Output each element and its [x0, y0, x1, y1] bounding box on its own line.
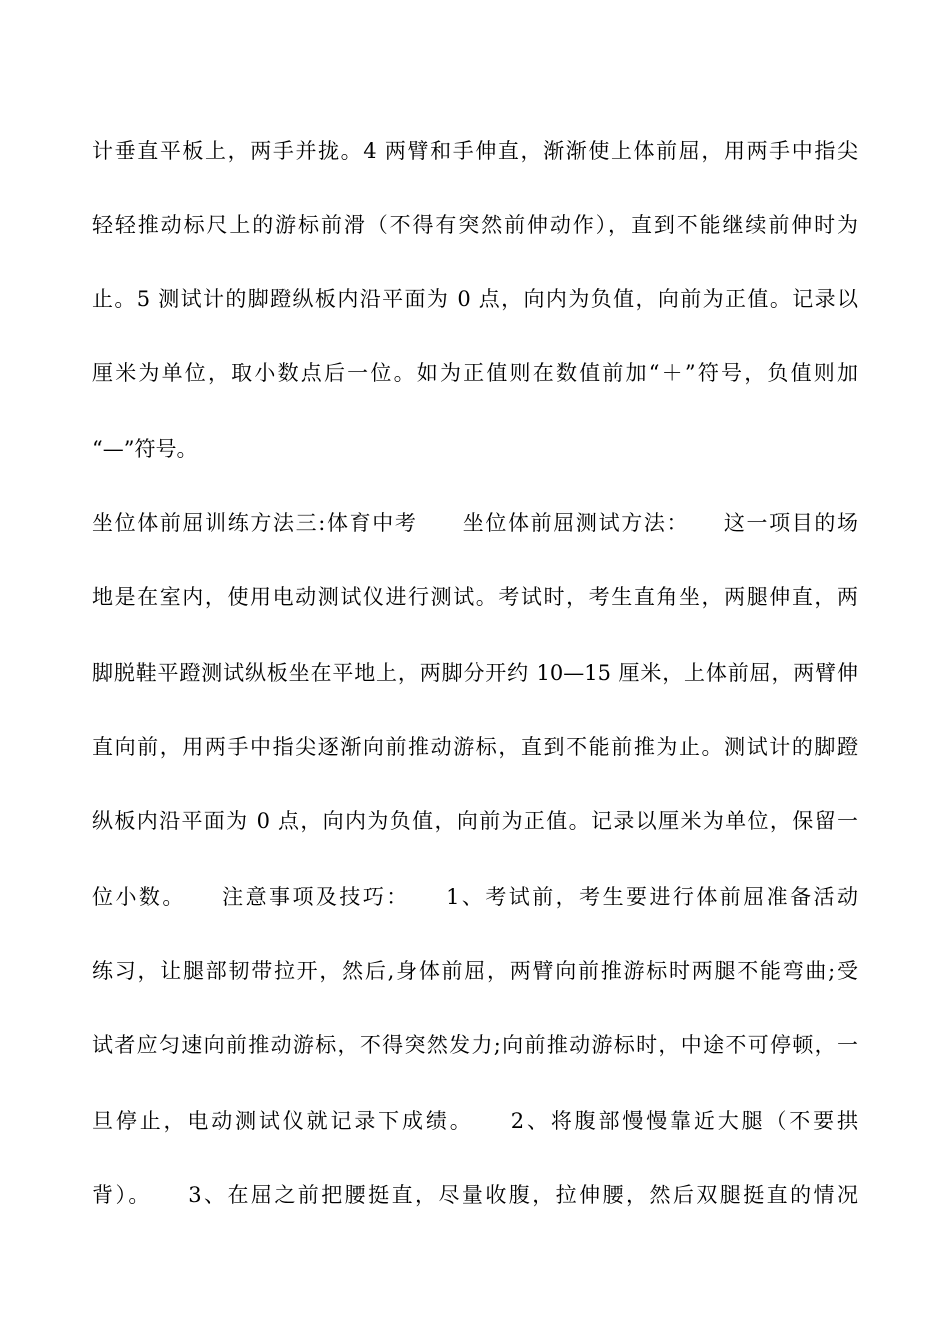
text-line: 纵板内沿平面为 0 点，向内为负值，向前为正值。记录以厘米为单位，保留一	[92, 809, 858, 833]
text-line: 位小数。 注意事项及技巧： 1、考试前，考生要进行体前屈准备活动	[92, 885, 858, 909]
text-line: 厘米为单位，取小数点后一位。如为正值则在数值前加“＋”符号，负值则加	[92, 361, 858, 385]
text-line: 旦停止，电动测试仪就记录下成绩。 2、将腹部慢慢靠近大腿（不要拱	[92, 1109, 858, 1133]
text-line: 脚脱鞋平蹬测试纵板坐在平地上，两脚分开约 10—15 厘米，上体前屈，两臂伸	[92, 661, 858, 685]
text-line: 试者应匀速向前推动游标，不得突然发力;向前推动游标时，中途不可停顿，一	[92, 1033, 858, 1057]
text-line: 止。5 测试计的脚蹬纵板内沿平面为 0 点，向内为负值，向前为正值。记录以	[92, 287, 858, 311]
text-line: 练习，让腿部韧带拉开，然后,身体前屈，两臂向前推游标时两腿不能弯曲;受	[92, 959, 858, 983]
text-line: 地是在室内，使用电动测试仪进行测试。考试时，考生直角坐，两腿伸直，两	[92, 585, 858, 609]
text-line: “—”符号。	[92, 437, 198, 461]
text-line: 计垂直平板上，两手并拢。4 两臂和手伸直，渐渐使上体前屈，用两手中指尖	[92, 139, 858, 163]
section-heading-line: 坐位体前屈训练方法三:体育中考 坐位体前屈测试方法： 这一项目的场	[92, 511, 858, 535]
text-line: 直向前，用两手中指尖逐渐向前推动游标，直到不能前推为止。测试计的脚蹬	[92, 735, 858, 759]
text-line: 背）。 3、在屈之前把腰挺直，尽量收腹，拉伸腰，然后双腿挺直的情况	[92, 1183, 858, 1207]
text-line: 轻轻推动标尺上的游标前滑（不得有突然前伸动作），直到不能继续前伸时为	[92, 213, 858, 237]
